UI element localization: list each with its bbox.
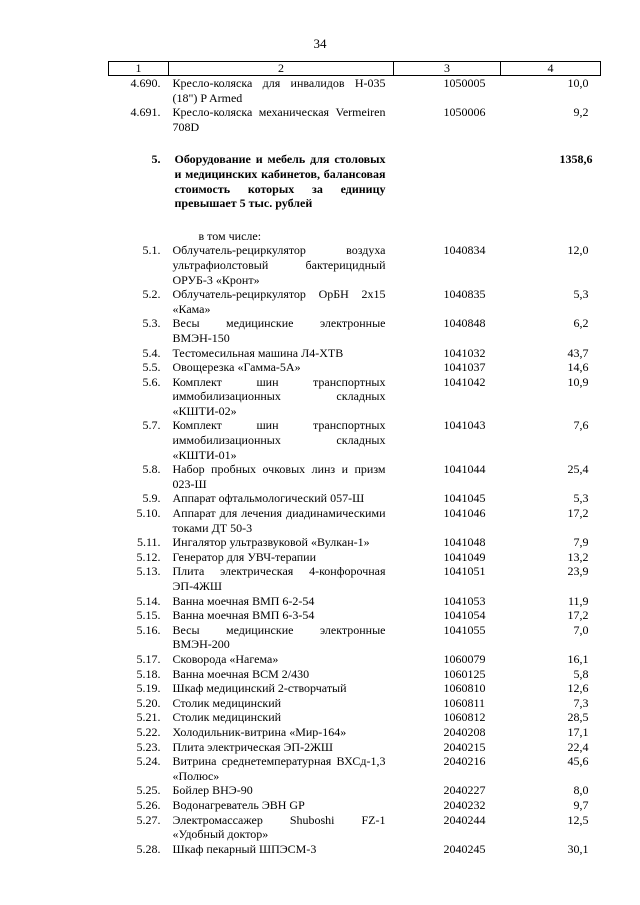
table-header [109,62,601,76]
item-value: 43,7 [567,345,589,360]
table-row [109,594,601,609]
inventory-code: 1040835 [443,287,486,302]
table-row [109,535,601,550]
table-row [109,725,601,740]
item-value [501,211,601,244]
inventory-code: 2040244 [443,812,486,827]
page-number: 34 [313,36,327,51]
row-number: 5.4. [142,345,161,360]
item-value: 9,7 [573,797,589,812]
item-name: Оборудование и мебель для столовых и медицинских кабинетов, балансовая стоимость которых за единицу превышает 5 тыс. рублей [174,152,386,211]
item-name: Генератор для УВЧ-терапии [172,549,317,564]
item-name: Аппарат для лечения диадинамическими токами ДТ 50-3 [172,506,386,535]
header-col-2: 2 [169,62,394,76]
item-name: Овощерезка «Гамма-5А» [172,360,301,375]
inventory-code [394,134,501,210]
table-row [109,76,601,106]
table-row [109,346,601,361]
item-value: 17,2 [567,506,589,521]
inventory-code: 1050006 [443,105,486,120]
inventory-code: 1041053 [443,593,486,608]
item-value: 12,6 [567,681,589,696]
item-name: Кресло-коляска механическая Vermeiren 708D [172,105,386,134]
inventory-code: 1060810 [443,681,486,696]
inventory-code: 1060079 [443,651,486,666]
item-name: в том числе: [198,228,262,243]
item-value: 17,2 [567,608,589,623]
item-name: Весы медицинские электронные ВМЭН-150 [172,316,386,345]
table-row [109,681,601,696]
row-number: 5.27. [136,812,161,827]
row-number: 5.21. [136,710,161,725]
item-name: Плита электрическая 4-конфорочная ЭП-4ЖШ [172,564,386,593]
table-row [109,105,601,134]
table-row [109,375,601,419]
item-name: Комплект шин транспортных иммобилизационных складных «КШТИ-01» [172,418,386,462]
item-value: 17,1 [567,724,589,739]
row-number: 5.26. [136,797,161,812]
item-value: 13,2 [567,549,589,564]
section-row [109,134,601,210]
item-value: 12,5 [567,812,589,827]
inventory-table [108,61,601,856]
item-value: 30,1 [567,841,589,856]
item-value: 5,8 [573,666,589,681]
inventory-code: 1041046 [443,506,486,521]
inventory-code: 2040215 [443,739,486,754]
table-row [109,418,601,462]
table-row [109,754,601,783]
table-row [109,667,601,682]
row-number: 5.3. [142,316,161,331]
row-number: 5.7. [142,418,161,433]
table-row [109,564,601,593]
row-number: 5.15. [136,608,161,623]
table-row [109,462,601,491]
item-name: Бойлер ВНЭ-90 [172,783,253,798]
table-row [109,813,601,842]
item-value: 10,0 [567,76,589,90]
inventory-code: 1040834 [443,243,486,258]
row-number: 5.2. [142,287,161,302]
inventory-code: 2040232 [443,797,486,812]
item-name: Ванна моечная ВСМ 2/430 [172,666,310,681]
table-row [109,506,601,535]
item-name: Весы медицинские электронные ВМЭН-200 [172,622,386,652]
row-number: 5.1. [142,243,161,258]
inventory-code: 1041049 [443,549,486,564]
item-name: Набор пробных очковых линз и призм 023-Ш [172,462,386,491]
item-name: Плита электрическая ЭП-2ЖШ [172,739,333,754]
inventory-code: 1041044 [443,462,486,477]
table-row [109,360,601,375]
item-name: Водонагреватель ЭВН GP [172,797,305,812]
table-row [109,287,601,316]
table-row [109,798,601,813]
item-value: 14,6 [567,360,589,375]
item-name: Шкаф пекарный ШПЭСМ-3 [172,841,317,856]
table-row [109,740,601,755]
inventory-code: 1041045 [443,491,486,506]
row-number: 4.691. [130,105,161,120]
table-row [109,623,601,652]
item-name: Сковорода «Нагема» [172,651,279,666]
item-value: 5,3 [573,491,589,506]
item-name: Комплект шин транспортных иммобилизационных складных «КШТИ-02» [172,374,386,418]
inventory-code: 1041048 [443,535,486,550]
inventory-code: 2040245 [443,841,486,856]
row-number: 5.16. [136,622,161,637]
row-number: 5.19. [136,681,161,696]
item-value: 28,5 [567,710,589,725]
row-number: 5.22. [136,724,161,739]
row-number: 5.24. [136,754,161,769]
inventory-code: 1041055 [443,622,486,637]
item-name: Облучатель-рециркулятор ОрБН 2х15 «Кама» [172,287,386,316]
inventory-code: 2040208 [443,724,486,739]
inventory-code: 1041032 [443,345,486,360]
table-row [109,608,601,623]
item-value: 8,0 [573,783,589,798]
inventory-code: 2040227 [443,783,486,798]
item-value: 12,0 [567,243,589,258]
item-value: 1358,6 [559,152,593,167]
item-value: 25,4 [567,462,589,477]
item-value: 5,3 [573,287,589,302]
table-body [109,76,601,857]
item-name: Ванна моечная ВМП 6-3-54 [172,608,315,623]
inventory-code: 1041054 [443,608,486,623]
table-row [109,491,601,506]
item-name: Столик медицинский [172,695,282,710]
item-value: 10,9 [567,374,589,389]
table-row [109,842,601,857]
item-name: Столик медицинский [172,710,282,725]
row-number: 5.17. [136,651,161,666]
subheading-row [109,211,601,244]
inventory-code: 1041043 [443,418,486,433]
item-value: 7,6 [573,418,589,433]
row-number: 5.28. [136,841,161,856]
item-value: 23,9 [567,564,589,579]
row-number [109,211,169,244]
inventory-code: 1060812 [443,710,486,725]
inventory-code: 1041042 [443,374,486,389]
item-name: Ингалятор ультразвуковой «Вулкан-1» [172,535,370,550]
row-number: 5.13. [136,564,161,579]
item-value: 16,1 [567,651,589,666]
item-name: Холодильник-витрина «Мир-164» [172,724,347,739]
inventory-code: 1041051 [443,564,486,579]
item-name: Шкаф медицинский 2-створчатый [172,681,347,696]
row-number: 5.11. [136,535,161,550]
item-name: Ванна моечная ВМП 6-2-54 [172,593,315,608]
item-name: Электромассажер Shuboshi FZ-1 «Удобный доктор» [172,812,386,842]
row-number: 5.8. [142,462,161,477]
item-value: 7,3 [573,695,589,710]
row-number: 5.6. [142,374,161,389]
item-value: 11,9 [567,593,589,608]
item-name: Облучатель-рециркулятор воздуха ультрафиолстовый бактерицидный ОРУБ-3 «Кронт» [172,243,386,287]
inventory-code [394,211,501,244]
table-row [109,243,601,287]
item-value: 6,2 [573,316,589,331]
inventory-code: 1050005 [443,76,486,90]
row-number: 5.25. [136,783,161,798]
item-value: 7,0 [573,622,589,637]
table-row [109,710,601,725]
row-number: 5. [151,152,161,167]
item-name: Кресло-коляска для инвалидов Н-035 (18") P Armed [172,76,386,105]
item-value: 7,9 [573,535,589,550]
inventory-code: 1040848 [443,316,486,331]
item-name: Витрина среднетемпературная ВХСд-1,3 «Полюс» [172,754,386,783]
row-number: 5.9. [142,491,161,506]
row-number: 4.690. [130,76,161,90]
row-number: 5.20. [136,695,161,710]
row-number: 5.18. [136,666,161,681]
item-value: 45,6 [567,754,589,769]
table-row [109,783,601,798]
row-number: 5.5. [142,360,161,375]
item-name: Тестомесильная машина Л4-ХТВ [172,345,344,360]
item-value: 9,2 [573,105,589,120]
table-row [109,696,601,711]
inventory-code: 1041037 [443,360,486,375]
inventory-code: 1060125 [443,666,486,681]
header-col-4: 4 [501,62,601,76]
table-row [109,316,601,345]
row-number: 5.12. [136,549,161,564]
table-row [109,550,601,565]
row-number: 5.14. [136,593,161,608]
item-value: 22,4 [567,739,589,754]
row-number: 5.10. [136,506,161,521]
row-number: 5.23. [136,739,161,754]
header-col-3: 3 [394,62,501,76]
header-col-1: 1 [109,62,169,76]
inventory-code: 2040216 [443,754,486,769]
table-row [109,652,601,667]
inventory-code: 1060811 [443,695,486,710]
item-name: Аппарат офтальмологический 057-Ш [172,491,365,506]
